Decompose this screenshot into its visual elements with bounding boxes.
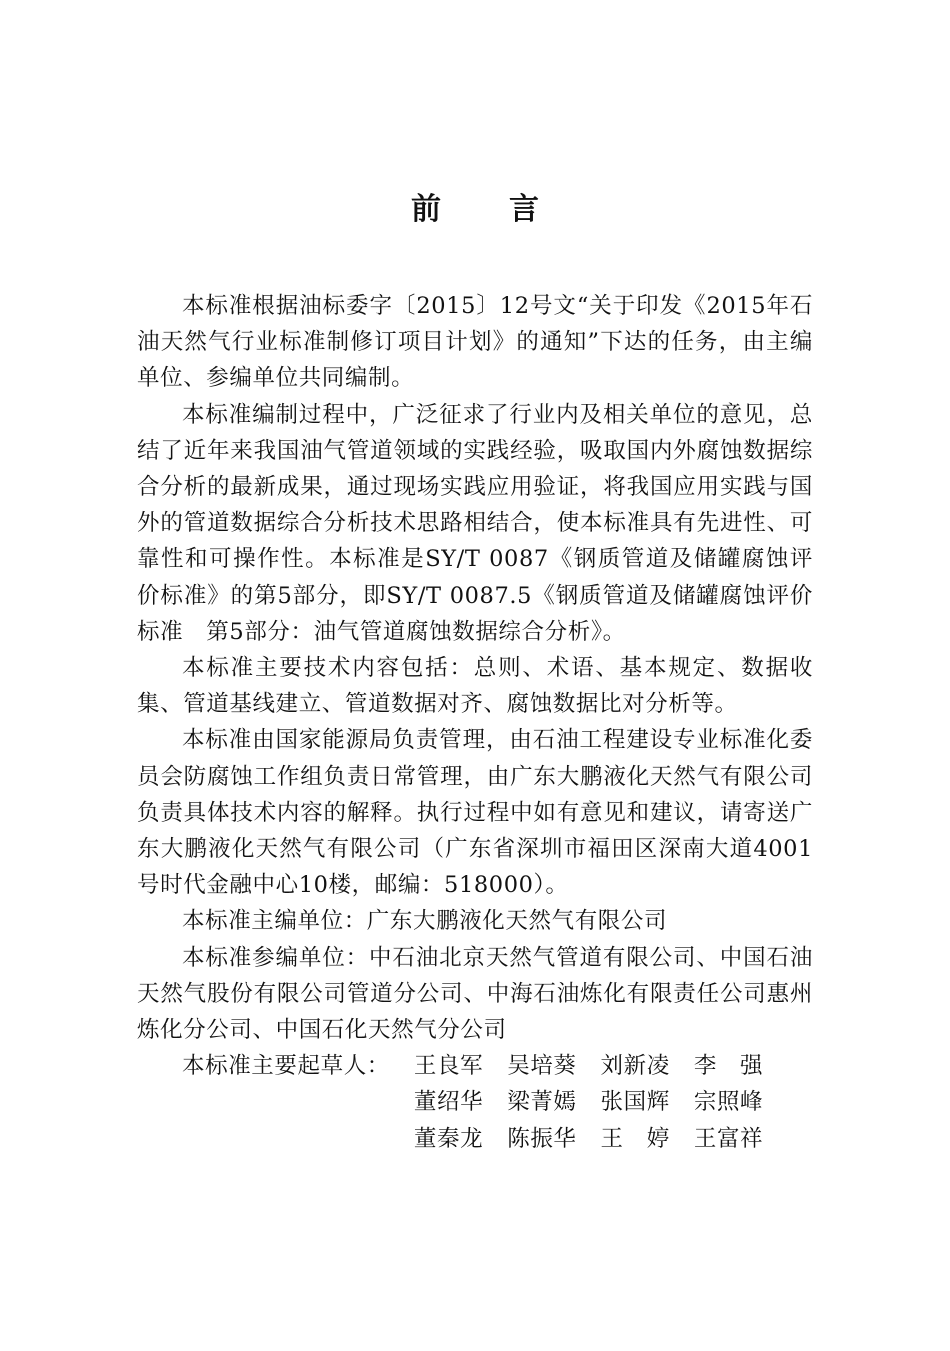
drafter-name: 陈振华 bbox=[507, 1125, 577, 1152]
title-char-1: 前 bbox=[411, 192, 441, 227]
drafter-name: 宗照峰 bbox=[693, 1089, 764, 1116]
page-title bbox=[0, 190, 950, 230]
foreword-body bbox=[137, 288, 813, 1157]
drafter-name: 董秦龙 bbox=[413, 1125, 484, 1152]
drafters-label: 本标准主要起草人： bbox=[182, 1053, 390, 1080]
drafter-name: 王良军 bbox=[413, 1053, 484, 1080]
paragraph-process: 本标准编制过程中，广泛征求了行业内及相关单位的意见，总结了近年来我国油气管道领域的实践经验，吸取国内外腐蚀数据综合分析的最新成果，通过现场实践应用验证，将我国应用实践与国外的管道数据综合分析技术思路相结合，使本标准具有先进性、可靠性和可操作性。本标准是SY/T 0087《钢质管道及储罐腐蚀评价标准》的第5部分，即SY/T 0087.5《钢质管道及储罐腐蚀评价标准 第5部分：油气管道腐蚀数据综合分析》。 bbox=[137, 401, 813, 645]
drafter-name: 吴培葵 bbox=[507, 1053, 577, 1080]
paragraph-management: 本标准由国家能源局负责管理，由石油工程建设专业标准化委员会防腐蚀工作组负责日常管理，由广东大鹏液化天然气有限公司负责具体技术内容的解释。执行过程中如有意见和建议，请寄送广东大鹏液化天然气有限公司（广东省深圳市福田区深南大道4001号时代金融中心10楼，邮编：518000）。 bbox=[137, 727, 813, 899]
title-char-2: 言 bbox=[509, 192, 539, 227]
drafters-list bbox=[182, 1048, 813, 1157]
drafter-name: 张国辉 bbox=[600, 1089, 670, 1116]
drafter-name: 王富祥 bbox=[693, 1125, 764, 1152]
drafter-name: 王 婷 bbox=[600, 1125, 670, 1152]
paragraph-participating-units: 本标准参编单位：中石油北京天然气管道有限公司、中国石油天然气股份有限公司管道分公司、中海石油炼化有限责任公司惠州炼化分公司、中国石化天然气分公司 bbox=[137, 944, 813, 1044]
paragraph-contents: 本标准主要技术内容包括：总则、术语、基本规定、数据收集、管道基线建立、管道数据对齐、腐蚀数据比对分析等。 bbox=[137, 655, 813, 718]
paragraph-mandate: 本标准根据油标委字〔2015〕12号文“关于印发《2015年石油天然气行业标准制修订项目计划》的通知”下达的任务，由主编单位、参编单位共同编制。 bbox=[137, 293, 813, 392]
drafter-name: 刘新凌 bbox=[600, 1053, 670, 1080]
drafter-name: 李 强 bbox=[693, 1053, 764, 1080]
paragraph-chief-unit: 本标准主编单位：广东大鹏液化天然气有限公司 bbox=[182, 908, 668, 935]
drafter-name: 梁菁嫣 bbox=[507, 1089, 577, 1116]
drafter-name: 董绍华 bbox=[413, 1089, 484, 1116]
